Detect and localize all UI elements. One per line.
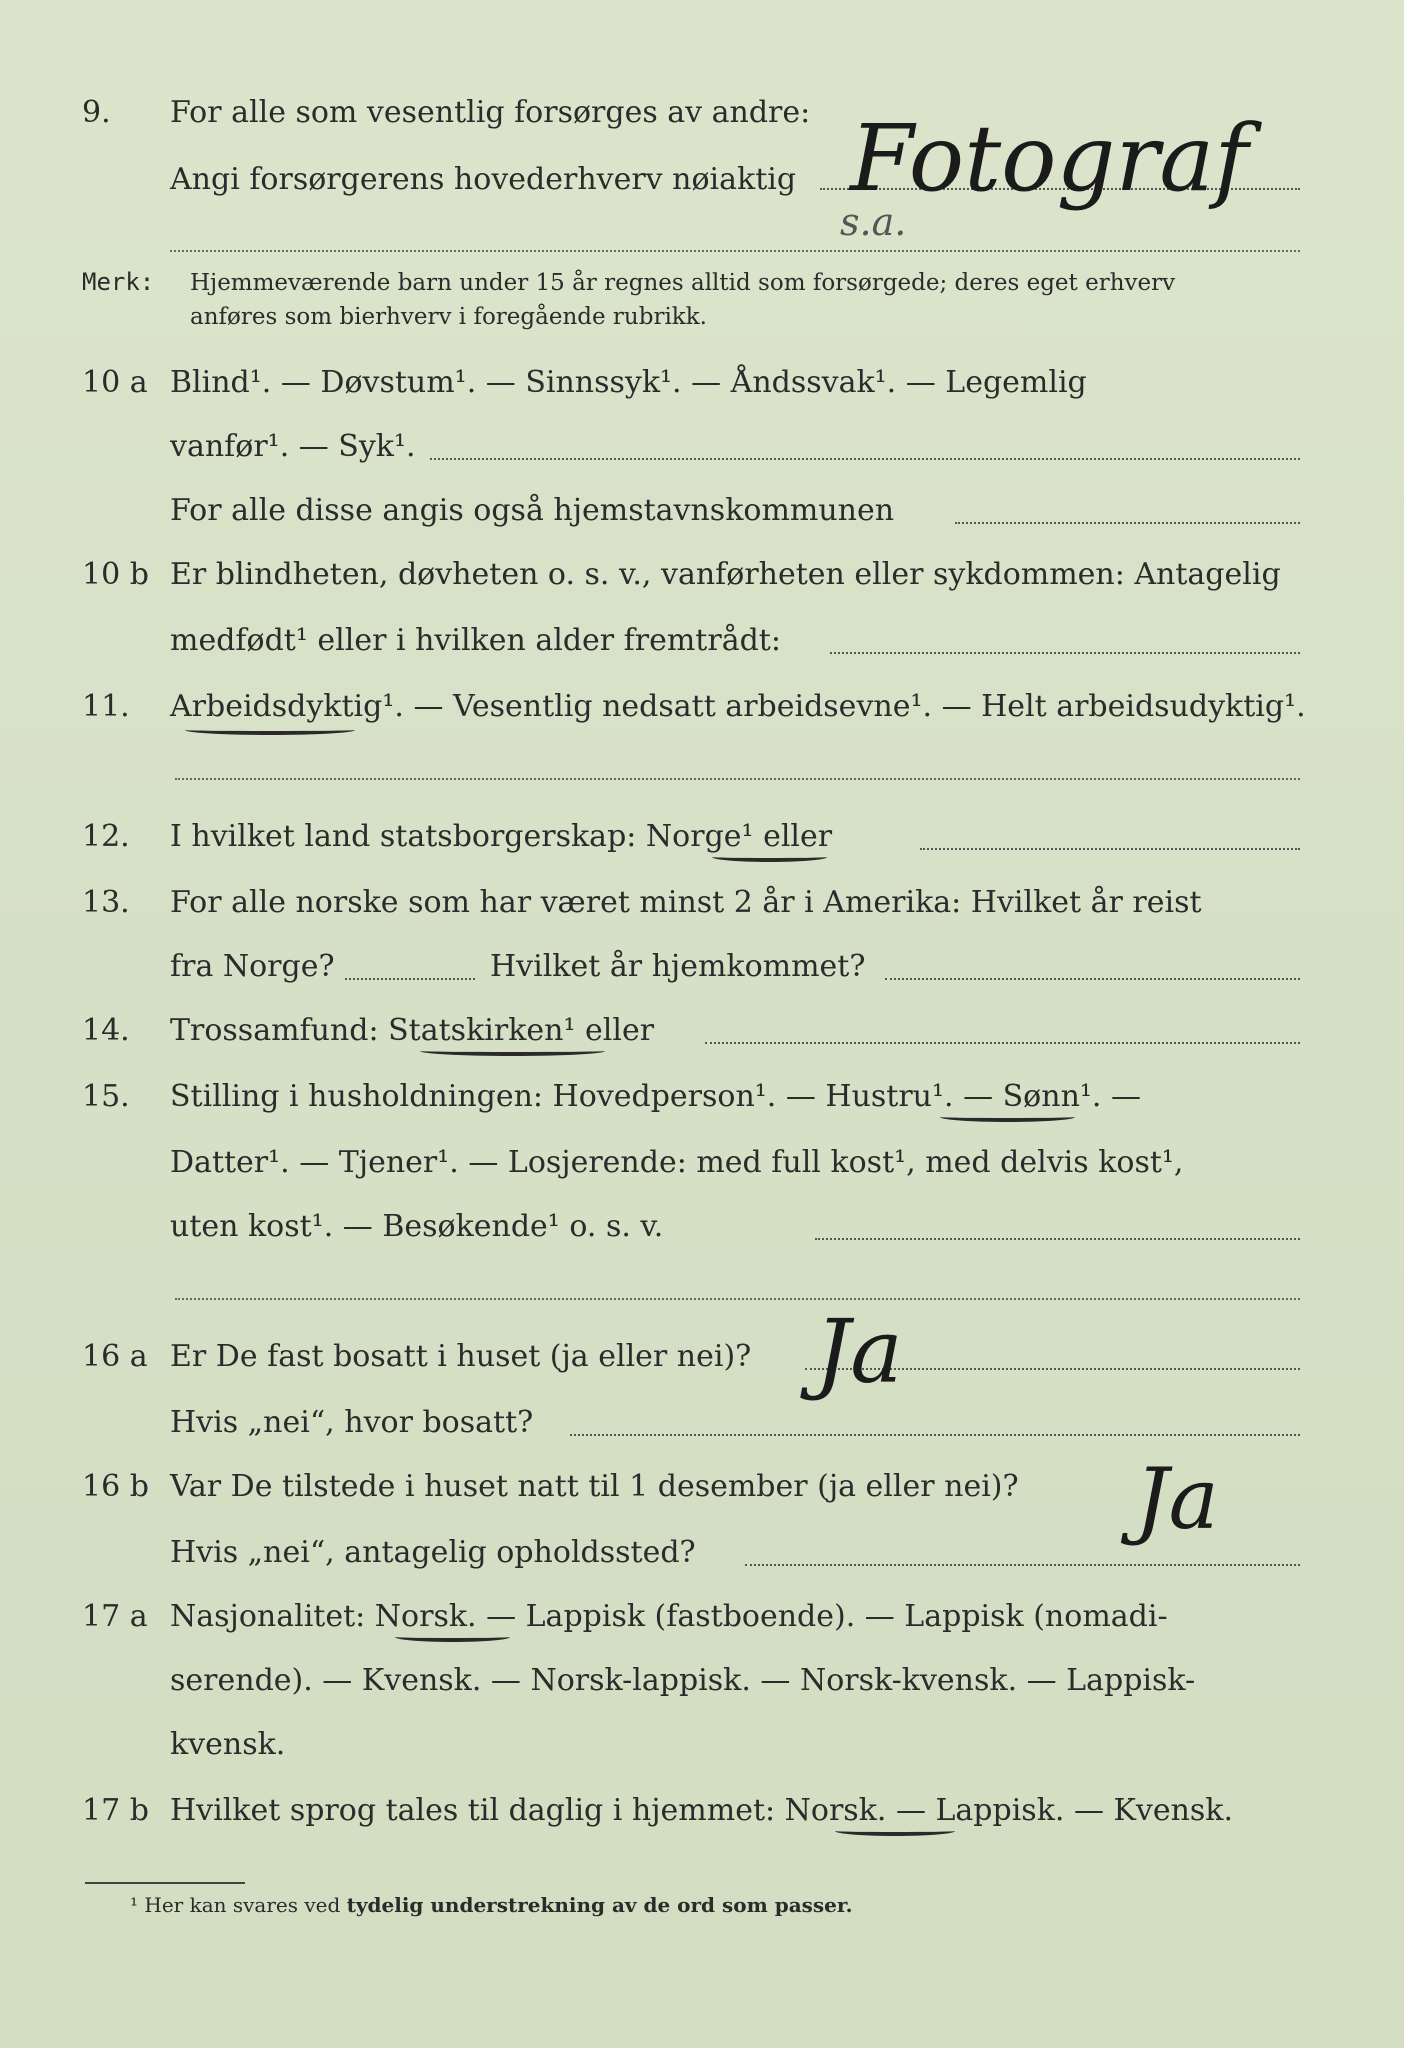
q16b-line1: Var De tilstede i huset natt til 1 desember (ja eller nei)?: [170, 1469, 1019, 1504]
q15-dots: [815, 1238, 1300, 1240]
q16a-line1: Er De fast bosatt i huset (ja eller nei)?: [170, 1339, 752, 1374]
q16b-number: 16 b: [82, 1469, 149, 1504]
footnote-rule: [85, 1882, 245, 1884]
q11-underline-mark: [185, 725, 355, 735]
footnote-bold-text: tydelig understrekning av de ord som passer.: [346, 1893, 853, 1917]
merk-line2: anføres som bierhverv i foregående rubrikk.: [190, 304, 707, 330]
q9-line2: Angi forsørgerens hovederhverv nøiaktig: [170, 162, 797, 197]
q9-handwritten-note: s.a.: [840, 200, 907, 244]
q10a-number: 10 a: [82, 365, 148, 400]
q10b-line2: medfødt¹ eller i hvilken alder fremtrådt:: [170, 623, 781, 658]
q17a-line2: serende). — Kvensk. — Norsk-lappisk. — Norsk-kvensk. — Lappisk-: [170, 1663, 1196, 1698]
q10a-line1: Blind¹. — Døvstum¹. — Sinnssyk¹. — Åndssvak¹. — Legemlig: [170, 365, 1087, 400]
q15-underline-mark: [940, 1112, 1075, 1122]
q14-underline-mark: [420, 1046, 605, 1056]
q14-dots: [705, 1042, 1300, 1044]
q12-dots: [920, 848, 1300, 850]
q9-handwritten-answer: Fotograf: [850, 105, 1249, 212]
q9-line1: For alle som vesentlig forsørges av andre:: [170, 95, 811, 130]
q11-line1: Arbeidsdyktig¹. — Vesentlig nedsatt arbeidsevne¹. — Helt arbeidsudyktig¹.: [170, 689, 1306, 724]
q13-number: 13.: [82, 885, 130, 920]
q17b-number: 17 b: [82, 1793, 149, 1828]
q13-line2a: fra Norge?: [170, 949, 335, 984]
q10b-dots: [830, 652, 1300, 654]
q17b-underline-mark: [835, 1826, 955, 1836]
q11-answer-line: [175, 778, 1300, 780]
q13-dots-a: [345, 978, 475, 980]
q15-answer-line: [175, 1298, 1300, 1300]
q17a-line1: Nasjonalitet: Norsk. — Lappisk (fastboende). — Lappisk (nomadi-: [170, 1599, 1168, 1634]
q10a-line2-dots: [430, 458, 1300, 460]
q15-line2: Datter¹. — Tjener¹. — Losjerende: med full kost¹, med delvis kost¹,: [170, 1145, 1184, 1180]
q12-number: 12.: [82, 819, 130, 854]
q10b-line1: Er blindheten, døvheten o. s. v., vanførheten eller sykdommen: Antagelig: [170, 557, 1281, 592]
q14-line1: Trossamfund: Statskirken¹ eller: [170, 1013, 655, 1048]
q17b-line1: Hvilket sprog tales til daglig i hjemmet: Norsk. — Lappisk. — Kvensk.: [170, 1793, 1234, 1828]
merk-label: Merk:: [82, 268, 155, 296]
q12-line1: I hvilket land statsborgerskap: Norge¹ eller: [170, 819, 833, 854]
q16a-line2: Hvis „nei“, hvor bosatt?: [170, 1405, 534, 1440]
q15-line1: Stilling i husholdningen: Hovedperson¹. — Hustru¹. — Sønn¹. —: [170, 1079, 1141, 1114]
q16a-handwritten-answer: Ja: [815, 1300, 903, 1403]
q15-line3: uten kost¹. — Besøkende¹ o. s. v.: [170, 1209, 664, 1244]
q12-underline-mark: [712, 852, 827, 862]
q10a-line3: For alle disse angis også hjemstavnskommunen: [170, 493, 895, 528]
q16b-line2: Hvis „nei“, antagelig opholdssted?: [170, 1535, 696, 1570]
q13-dots-b: [885, 978, 1300, 980]
q10a-line3-dots: [955, 522, 1300, 524]
q17a-line3: kvensk.: [170, 1727, 286, 1762]
q9-extra-line: [170, 250, 1300, 252]
q15-number: 15.: [82, 1079, 130, 1114]
q16a-dots2: [570, 1434, 1300, 1436]
q13-line2b: Hvilket år hjemkommet?: [490, 949, 866, 984]
q14-number: 14.: [82, 1013, 130, 1048]
q10b-number: 10 b: [82, 557, 149, 592]
footnote-marker: ¹: [130, 1893, 139, 1917]
q13-line1: For alle norske som har været minst 2 år i Amerika: Hvilket år reist: [170, 885, 1202, 920]
q11-number: 11.: [82, 689, 130, 724]
q16a-number: 16 a: [82, 1339, 148, 1374]
q9-number: 9.: [82, 95, 111, 130]
q16b-handwritten-answer: Ja: [1135, 1450, 1219, 1548]
q16b-dots: [745, 1564, 1300, 1566]
merk-line1: Hjemmeværende barn under 15 år regnes alltid som forsørgede; deres eget erhverv: [190, 270, 1176, 296]
footnote-text: Her kan svares ved: [144, 1893, 341, 1917]
q17a-underline-mark: [395, 1632, 510, 1642]
q10a-line2: vanfør¹. — Syk¹.: [170, 429, 416, 464]
footnote: [130, 1895, 853, 1915]
q17a-number: 17 a: [82, 1599, 148, 1634]
